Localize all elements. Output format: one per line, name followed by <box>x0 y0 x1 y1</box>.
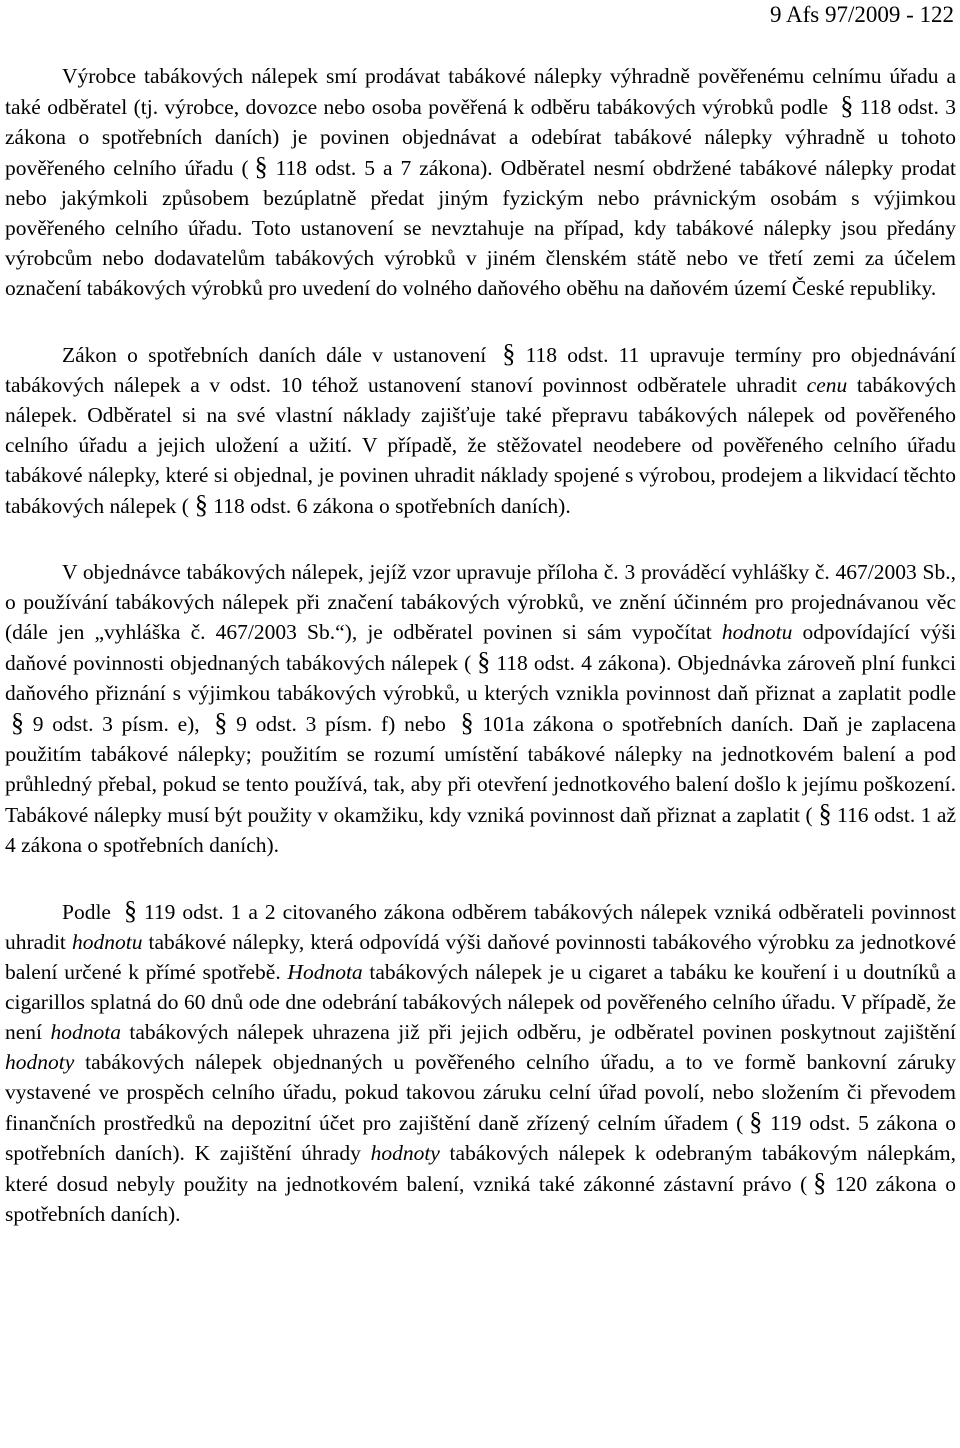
paragraph-text: 9 odst. 3 písm. f) nebo <box>227 712 455 736</box>
paragraph-text: tabákových nálepek objednaných u pověřeného celního úřadu, a to ve formě bankovní záruky vystavené ve prospěch celního úřadu, pokud takovou záruku celní úřad povolí, nebo složením či převodem finančních prostředků na depozitní účet pro zajištění daně zřízený celním úřadem ( <box>5 1050 956 1135</box>
paragraph-text: 118 odst. 11 upravuje termíny pro objednávání tabákových nálepek a v odst. 10 téhož ustanovení stanoví povinnost odběratele uhradit <box>5 343 956 397</box>
paragraph-text: 119 odst. 1 a 2 citovaného zákona odběrem tabákových nálepek vzniká odběrateli povinnost uhradit <box>5 900 956 954</box>
paragraph-text: Podle <box>62 900 118 924</box>
paragraph-text: 120 zákona o spotřebních daních). <box>5 1172 956 1226</box>
paragraph-text: tabákových nálepek uhrazena již při jejich odběru, je odběratel povinen poskytnout zajištění <box>120 1020 956 1044</box>
emphasized-term: cenu <box>806 373 848 397</box>
paragraph-text: 118 odst. 5 a 7 zákona). Odběratel nesmí obdržené tabákové nálepky prodat nebo jakýmkoli způsobem bezúplatně předat jiným fyzickým nebo právnickým osobám s výjimkou pověřeného celního úřadu. Toto ustanovení se nevztahuje na případ, kdy tabákové nálepky jsou předány výrobcům nebo dodavatelům tabákových výrobků v jiném členském státě nebo ve třetí zemi za účelem označení tabákových výrobků pro uvedení do volného daňového oběhu na daňovém území České republiky. <box>5 156 956 300</box>
paragraph-text: tabákových nálepek. Odběratel si na své vlastní náklady zajišťuje také přepravu tabákových nálepek od pověřeného celního úřadu a jejich uložení a užití. V případě, že stěžovatel neodebere od pověřeného celního úřadu tabákové nálepky, které si objednal, je povinen uhradit náklady spojené s výrobou, prodejem a likvidací těchto tabákových nálepek ( <box>5 373 956 518</box>
document-page <box>5 0 956 1448</box>
paragraph-text: tabákových nálepek k odebraným tabákovým nálepkám, které dosud nebyly použity na jednotkovém balení, vzniká také zákonné zástavní právo ( <box>5 1141 956 1196</box>
section-sign: § <box>123 896 137 925</box>
emphasized-term: hodnoty <box>370 1141 440 1165</box>
section-sign: § <box>502 339 516 368</box>
paragraph-text: Výrobce tabákových nálepek smí prodávat tabákové nálepky výhradně pověřenému celnímu úřadu a také odběratel (tj. výrobce, dovozce nebo osoba pověřená k odběru tabákových výrobků podle <box>5 64 956 119</box>
emphasized-term: hodnoty <box>5 1050 75 1074</box>
emphasized-term: hodnotu <box>71 930 143 954</box>
paragraph-1 <box>5 61 956 303</box>
paragraph-text: tabákových nálepek je u cigaret a tabáku ke kouření i u doutníků a cigarillos splatná do 60 dnů ode dne odebrání tabákových nálepek od pověřeného celního úřadu. V případě, že není <box>5 960 956 1044</box>
paragraph-text: Zákon o spotřebních daních dále v ustanovení <box>62 343 497 367</box>
paragraph-2 <box>5 339 956 521</box>
section-sign: § <box>254 152 268 181</box>
emphasized-term: hodnota <box>50 1020 121 1044</box>
paragraph-3 <box>5 557 956 860</box>
paragraph-text: V objednávce tabákových nálepek, jejíž vzor upravuje příloha č. 3 prováděcí vyhlášky č. 467/2003 Sb., o používání tabákových nálepek při značení tabákových výrobků, ve znění účinném pro projednávanou věc (dále jen „vyhláška č. 467/2003 Sb.“), je odběratel povinen si sám vypočítat <box>5 560 956 644</box>
paragraph-4 <box>5 896 956 1229</box>
section-sign: § <box>749 1107 763 1136</box>
section-sign: § <box>813 1168 827 1197</box>
paragraph-text: odpovídající výši daňové povinnosti objednaných tabákových nálepek ( <box>5 620 957 675</box>
paragraph-text: 118 odst. 6 zákona o spotřebních daních). <box>207 494 571 518</box>
section-sign: § <box>477 647 491 676</box>
paragraph-text: 116 odst. 1 až 4 zákona o spotřebních daních). <box>5 803 956 857</box>
paragraph-text: tabákové nálepky, která odpovídá výši daňové povinnosti tabákového výrobku za jednotkové balení určené k přímé spotřebě. <box>5 930 957 984</box>
paragraph-text: 118 odst. 4 zákona). Objednávka zároveň plní funkci daňového přiznání s výjimkou tabákových výrobků, u kterých vznikla povinnost daň přiznat a zaplatit podle <box>5 651 956 705</box>
case-number-header: 9 Afs 97/2009 - 122 <box>770 2 954 27</box>
paragraph-text: 9 odst. 3 písm. e), <box>24 712 209 736</box>
section-sign: § <box>214 708 228 737</box>
paragraph-text: 119 odst. 5 zákona o spotřebních daních). K zajištění úhrady <box>5 1111 957 1165</box>
emphasized-term: hodnotu <box>721 620 793 644</box>
paragraph-text: 101a zákona o spotřebních daních. Daň je zaplacena použitím tabákové nálepky; použitím se rozumí umístění tabákové nálepky na jednotkovém balení a pod průhledný přebal, pokud se tento používá, tak, aby při otevření jednotkového balení došlo k jejímu poškození. Tabákové nálepky musí být použity v okamžiku, kdy vzniká povinnost daň přiznat a zaplatit ( <box>5 712 956 827</box>
emphasized-term: Hodnota <box>287 960 363 984</box>
paragraph-text: 118 odst. 3 zákona o spotřebních daních) je povinen objednávat a odebírat tabákové nálepky výhradně u tohoto pověřeného celního úřadu ( <box>5 95 956 180</box>
section-sign: § <box>840 91 854 120</box>
section-sign: § <box>818 799 832 828</box>
section-sign: § <box>460 708 474 737</box>
section-sign: § <box>11 708 24 737</box>
section-sign: § <box>194 490 208 519</box>
